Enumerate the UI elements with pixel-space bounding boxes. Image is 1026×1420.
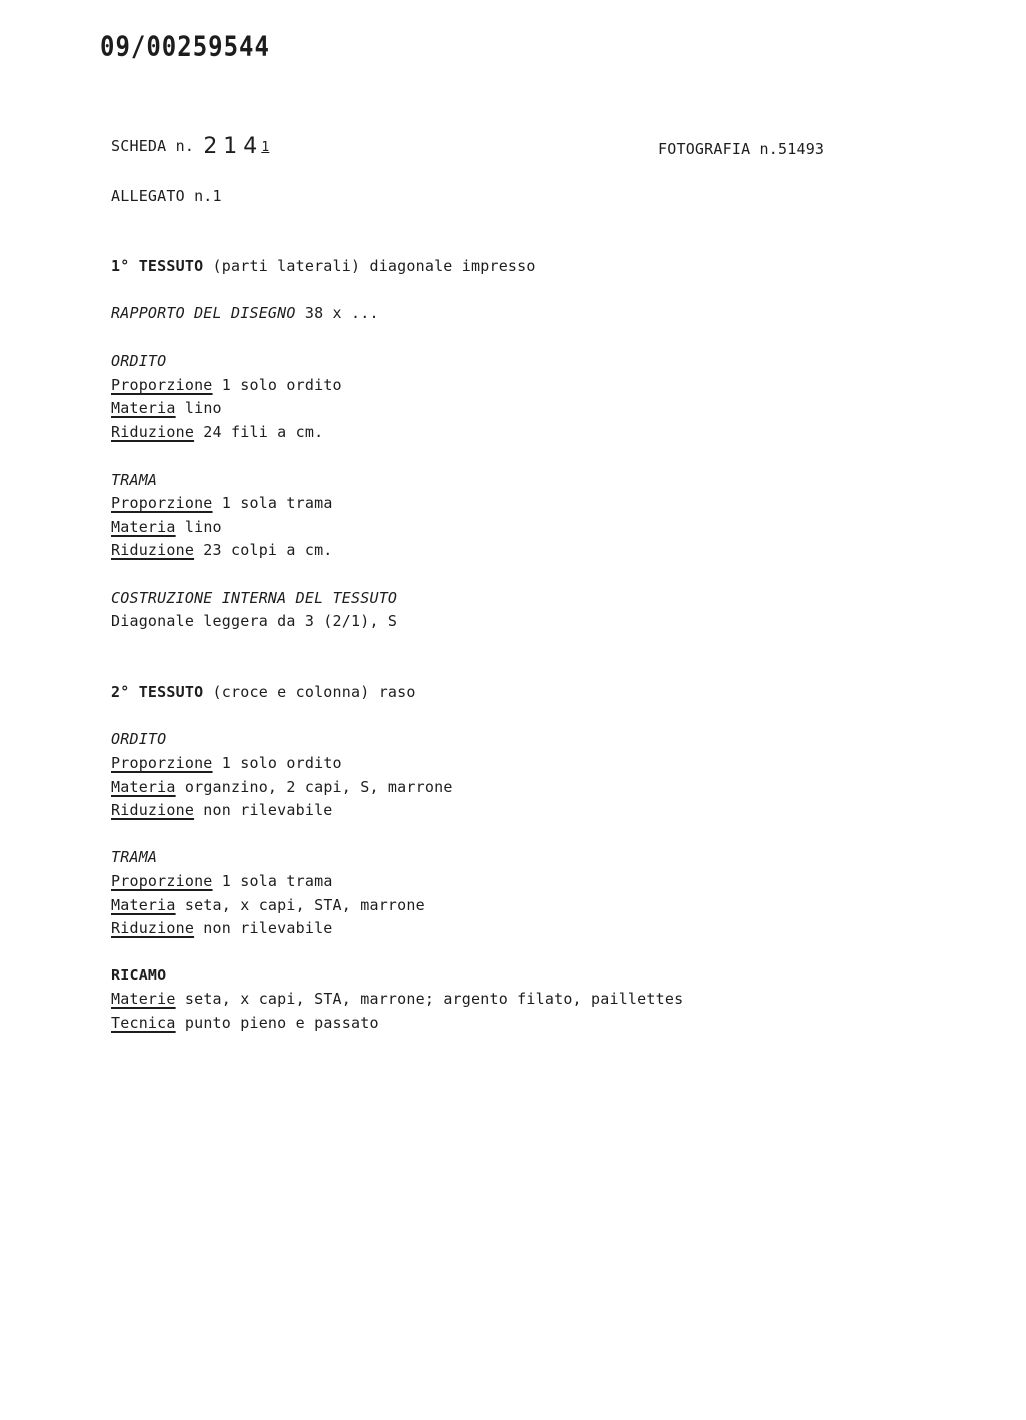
field-value: lino (175, 518, 222, 536)
rapporto-line (111, 303, 379, 323)
trama1-title: TRAMA (111, 471, 158, 489)
field-label: Riduzione (111, 919, 195, 937)
rapporto-label: RAPPORTO DEL DISEGNO (111, 304, 296, 322)
trama2-title: TRAMA (111, 848, 158, 866)
costruzione-value: Diagonale leggera da 3 (2/1), S (111, 612, 398, 630)
field-label: Materia (111, 518, 176, 536)
field-value: punto pieno e passato (175, 1014, 379, 1032)
tessuto2-heading: 2° TESSUTO (111, 683, 204, 701)
trama2-proporzione (111, 871, 333, 891)
field-label: Proporzione (111, 376, 213, 394)
ordito1-riduzione (111, 422, 323, 442)
field-value: 1 sola trama (212, 872, 333, 890)
field-value: 1 solo ordito (212, 754, 342, 772)
ordito2-riduzione (111, 800, 333, 820)
field-value: seta, x capi, STA, marrone; argento filato, paillettes (175, 990, 684, 1008)
scheda-suffix: 1 (261, 140, 270, 155)
scheda-label: SCHEDA n. (111, 137, 195, 155)
trama1-proporzione (111, 493, 333, 513)
scheda-line (111, 136, 269, 158)
tessuto2-heading-line (111, 682, 416, 702)
field-label: Materie (111, 990, 176, 1008)
field-label: Riduzione (111, 423, 195, 441)
field-value: 1 solo ordito (212, 376, 342, 394)
reference-number: 09/00259544 (100, 30, 270, 63)
ricamo-materie (111, 989, 683, 1009)
rapporto-value: 38 x ... (295, 304, 379, 322)
field-value: 1 sola trama (212, 494, 333, 512)
trama2-materia (111, 895, 425, 915)
field-value: 23 colpi a cm. (194, 541, 333, 559)
field-value: 24 fili a cm. (194, 423, 324, 441)
ordito1-proporzione (111, 375, 342, 395)
ricamo-tecnica (111, 1013, 379, 1033)
ordito2-title: ORDITO (111, 730, 167, 748)
trama1-materia (111, 517, 222, 537)
field-value: seta, x capi, STA, marrone (175, 896, 425, 914)
field-value: non rilevabile (194, 919, 333, 937)
field-label: Tecnica (111, 1014, 176, 1032)
tessuto2-description: (croce e colonna) raso (203, 683, 416, 701)
field-label: Materia (111, 896, 176, 914)
field-label: Riduzione (111, 801, 195, 819)
fotografia-number: FOTOGRAFIA n.51493 (658, 140, 825, 158)
field-value: non rilevabile (194, 801, 333, 819)
costruzione-title: COSTRUZIONE INTERNA DEL TESSUTO (111, 589, 398, 607)
field-label: Materia (111, 778, 176, 796)
scheda-number: 214 (203, 134, 264, 159)
field-label: Proporzione (111, 754, 213, 772)
tessuto1-heading: 1° TESSUTO (111, 257, 204, 275)
ordito1-title: ORDITO (111, 352, 167, 370)
field-label: Materia (111, 399, 176, 417)
field-label: Proporzione (111, 872, 213, 890)
tessuto1-heading-line (111, 256, 536, 276)
ordito2-materia (111, 777, 453, 797)
field-value: lino (175, 399, 222, 417)
field-label: Proporzione (111, 494, 213, 512)
field-value: organzino, 2 capi, S, marrone (175, 778, 453, 796)
field-label: Riduzione (111, 541, 195, 559)
tessuto1-description: (parti laterali) diagonale impresso (203, 257, 536, 275)
trama1-riduzione (111, 540, 333, 560)
ordito2-proporzione (111, 753, 342, 773)
allegato-label: ALLEGATO n.1 (111, 187, 222, 205)
ordito1-materia (111, 398, 222, 418)
trama2-riduzione (111, 918, 333, 938)
ricamo-heading: RICAMO (111, 966, 167, 984)
